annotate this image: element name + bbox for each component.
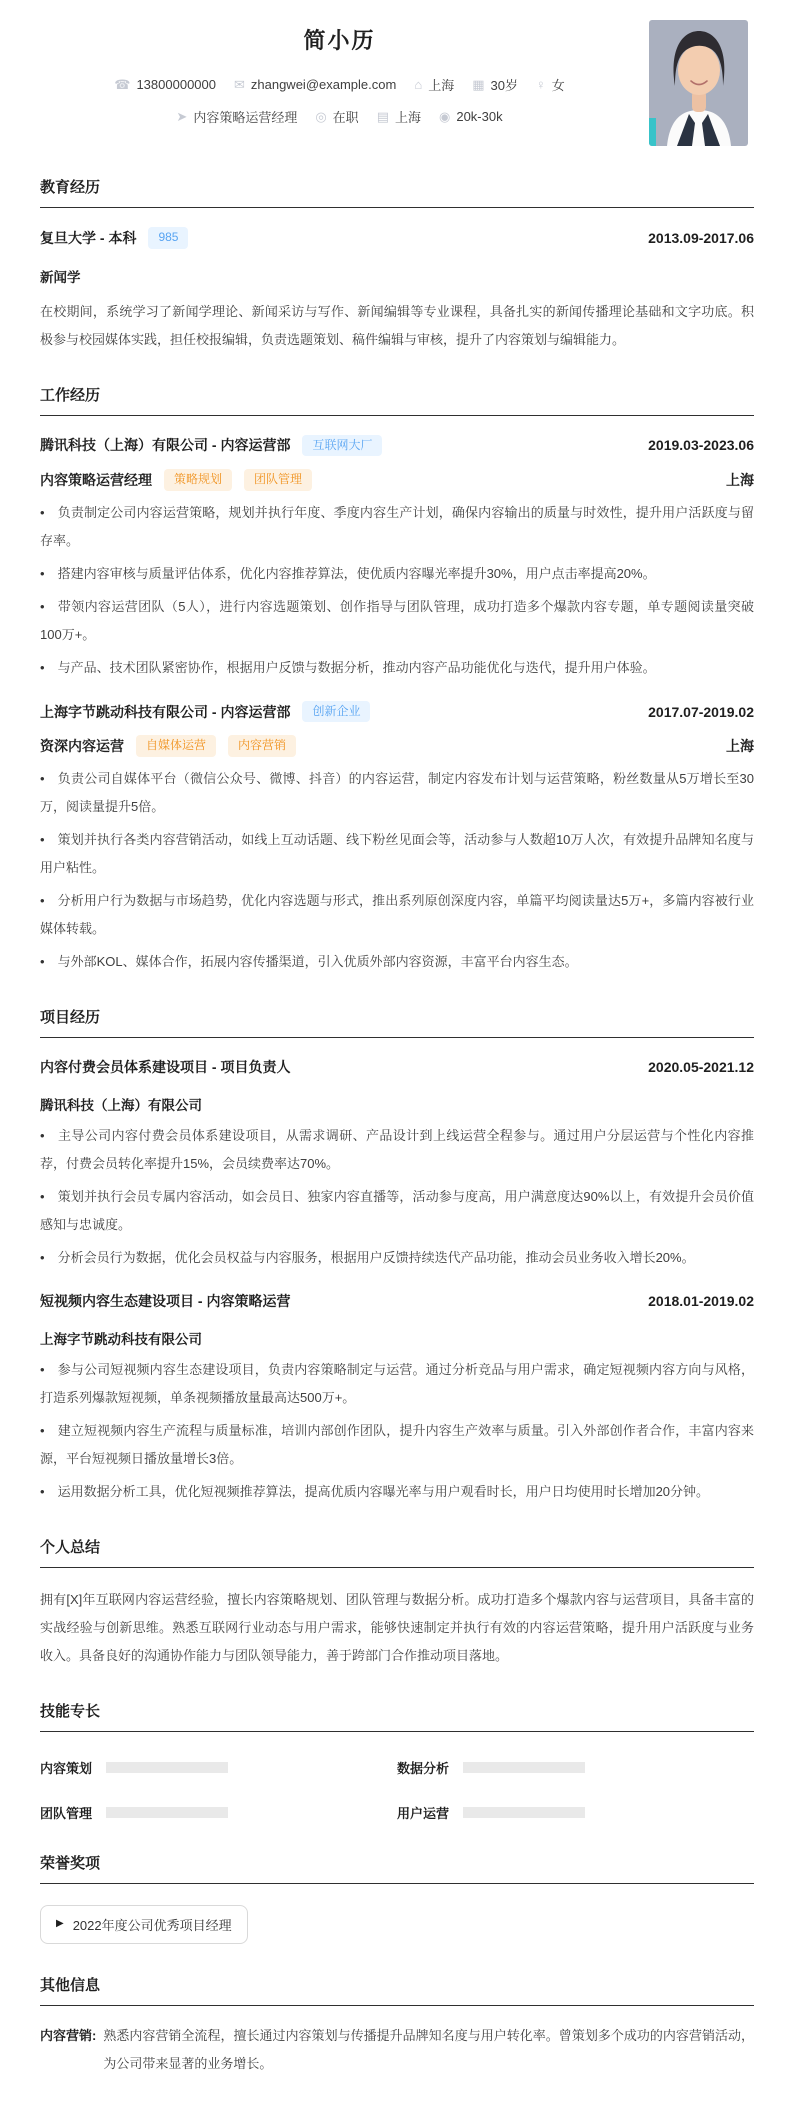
work-section-title: 工作经历 <box>40 384 754 416</box>
bullet-item <box>40 560 754 588</box>
company-name: 腾讯科技（上海）有限公司 - 内容运营部 <box>40 437 291 454</box>
project-company: 腾讯科技（上海）有限公司 <box>40 1097 202 1113</box>
bullet-text: 与外部KOL、媒体合作，拓展内容传播渠道，引入优质外部内容资源，丰富平台内容生态。 <box>57 953 578 969</box>
education-major: 新闻学 <box>40 269 81 285</box>
bullet-dot-icon: • <box>40 953 45 969</box>
work-entry-2-bullets <box>40 765 754 976</box>
skill-bar <box>106 1807 228 1818</box>
bullet-dot-icon: • <box>40 1249 45 1265</box>
bullet-text: 策划并执行各类内容营销活动，如线上互动话题、线下粉丝见面会等，活动参与人数超10万人次，有效提升品牌知名度与用户粘性。 <box>40 831 754 875</box>
skill-bar <box>463 1762 585 1773</box>
project-entry-1-date-range: 2020.05-2021.12 <box>648 1058 754 1075</box>
work-entry-2-company-row <box>40 701 754 723</box>
work-entry-1-role-left <box>40 469 312 491</box>
other-info-row <box>40 2022 754 2078</box>
section-projects <box>40 1006 754 1506</box>
bullet-text: 分析用户行为数据与市场趋势，优化内容选题与形式，推出系列原创深度内容，单篇平均阅读量达5万+，多篇内容被行业媒体转载。 <box>40 892 754 936</box>
job-skill-tag: 内容营销 <box>228 735 296 757</box>
other-info-label: 内容营销: <box>40 2027 97 2043</box>
bullet-item <box>40 1183 754 1239</box>
education-entry-left <box>40 227 188 249</box>
skills-grid <box>40 1758 754 1822</box>
bullet-text: 负责制定公司内容运营策略，规划并执行年度、季度内容生产计划，确保内容输出的质量与时效性，提升用户活跃度与留存率。 <box>40 504 754 548</box>
skill-item-data-analysis <box>397 1758 754 1777</box>
bullet-dot-icon: • <box>40 1483 45 1499</box>
age-icon: ▦ <box>472 77 485 92</box>
section-work <box>40 384 754 976</box>
contact-salary-value: 20k-30k <box>456 109 503 124</box>
salary-icon: ◉ <box>439 109 451 124</box>
section-other-info <box>40 1974 754 2078</box>
school-985-badge: 985 <box>148 227 188 249</box>
company-badge: 创新企业 <box>302 701 370 723</box>
bullet-item <box>40 826 754 882</box>
job-title: 资深内容运营 <box>40 738 124 755</box>
section-skills <box>40 1700 754 1822</box>
status-icon: ◎ <box>315 109 327 124</box>
resume-header <box>40 12 754 146</box>
profile-photo <box>649 20 748 146</box>
education-date-range: 2013.09-2017.06 <box>648 229 754 246</box>
project-entry-1 <box>40 1057 754 1272</box>
skill-name: 团队管理 <box>40 1805 93 1821</box>
work-entry-1-company-left <box>40 435 382 457</box>
bullet-text: 负责公司自媒体平台（微信公众号、微博、抖音）的内容运营，制定内容发布计划与运营策略，粉丝数量从5万增长至30万，阅读量提升5倍。 <box>40 770 754 814</box>
skill-item-user-operations <box>397 1803 754 1822</box>
position-icon: ➤ <box>176 109 188 124</box>
education-description: 在校期间，系统学习了新闻学理论、新闻采访与写作、新闻编辑等专业课程，具备扎实的新闻传播理论基础和文字功底。积极参与校园媒体实践，担任校报编辑，负责选题策划、稿件编辑与审核，提升了内容策划与编辑能力。 <box>40 303 754 347</box>
skill-item-team-management <box>40 1803 397 1822</box>
contact-item-age <box>472 75 518 94</box>
bullet-text: 带领内容运营团队（5人），进行内容选题策划、创作指导与团队管理，成功打造多个爆款内容专题，单专题阅读量突破100万+。 <box>40 598 754 642</box>
bullet-item <box>40 765 754 821</box>
contact-item-home-city <box>414 75 454 94</box>
work-entry-1-location: 上海 <box>726 471 754 488</box>
bullet-dot-icon: • <box>40 504 45 520</box>
bullet-item <box>40 887 754 943</box>
summary-section-title: 个人总结 <box>40 1536 754 1568</box>
company-badge: 互联网大厂 <box>302 435 382 457</box>
contact-phone-value: 13800000000 <box>136 77 216 92</box>
bullet-text: 与产品、技术团队紧密协作，根据用户反馈与数据分析，推动内容产品功能优化与迭代，提升用户体验。 <box>57 659 656 675</box>
work-entry-2-role-left <box>40 735 296 757</box>
bullet-item <box>40 1122 754 1178</box>
bullet-item <box>40 1417 754 1473</box>
bullet-item <box>40 1478 754 1506</box>
header-text-block <box>40 12 639 139</box>
skill-name: 用户运营 <box>397 1805 450 1821</box>
section-education <box>40 176 754 354</box>
other-info-text: 熟悉内容营销全流程，擅长通过内容策划与传播提升品牌知名度与用户转化率。曾策划多个成功的内容营销活动，为公司带来显著的业务增长。 <box>103 2027 754 2071</box>
bullet-text: 建立短视频内容生产流程与质量标准，培训内部创作团队，提升内容生产效率与质量。引入外部创作者合作，丰富内容来源，平台短视频日播放量增长3倍。 <box>40 1422 754 1466</box>
project-entry-1-bullets <box>40 1122 754 1272</box>
project-company: 上海字节跳动科技有限公司 <box>40 1331 202 1347</box>
bullet-dot-icon: • <box>40 1127 45 1143</box>
contact-item-work-city <box>377 107 421 126</box>
bullet-dot-icon: • <box>40 1361 45 1377</box>
projects-section-title: 项目经历 <box>40 1006 754 1038</box>
project-entry-2-header <box>40 1291 754 1311</box>
section-honors <box>40 1852 754 1944</box>
work-entry-1-company-row <box>40 435 754 457</box>
skill-name: 内容策划 <box>40 1760 93 1776</box>
contact-item-gender <box>536 75 565 94</box>
work-entry-2-location: 上海 <box>726 738 754 755</box>
bullet-dot-icon: • <box>40 598 45 614</box>
expand-triangle-icon: ▶ <box>56 1918 64 1930</box>
contact-row-2 <box>40 107 639 126</box>
job-skill-tag: 自媒体运营 <box>136 735 216 757</box>
email-icon: ✉ <box>233 77 245 92</box>
bullet-text: 主导公司内容付费会员体系建设项目，从需求调研、产品设计到上线运营全程参与。通过用户分层运营与个性化内容推荐，付费会员转化率提升15%，会员续费率达70%。 <box>40 1127 754 1171</box>
work-entry-1-role-row <box>40 469 754 491</box>
bullet-text: 参与公司短视频内容生态建设项目，负责内容策略制定与运营。通过分析竞品与用户需求，确定短视频内容方向与风格，打造系列爆款短视频，单条视频播放量最高达500万+。 <box>40 1361 754 1405</box>
gender-icon: ♀ <box>535 77 546 92</box>
contact-item-phone <box>114 77 216 92</box>
project-entry-1-header <box>40 1057 754 1077</box>
bullet-text: 策划并执行会员专属内容活动，如会员日、独家内容直播等，活动参与度高，用户满意度达90%以上，有效提升会员价值感知与忠诚度。 <box>40 1188 754 1232</box>
summary-text: 拥有[X]年互联网内容运营经验，擅长内容策略规划、团队管理与数据分析。成功打造多个爆款内容与运营项目，具备丰富的实战经验与创新思维。熟悉互联网行业动态与用户需求，能够快速制定并执行有效的内容运营策略，提升用户活跃度与业务收入。具备良好的沟通协作能力与团队领导能力，善于跨部门合作推动项目落地。 <box>40 1591 754 1663</box>
bullet-text: 分析会员行为数据，优化会员权益与内容服务，根据用户反馈持续迭代产品功能，推动会员业务收入增长20%。 <box>57 1249 695 1265</box>
project-entry-2 <box>40 1291 754 1506</box>
bullet-dot-icon: • <box>40 770 45 786</box>
work-entry-2-role-row <box>40 735 754 757</box>
skill-bar <box>463 1807 585 1818</box>
project-entry-2-bullets <box>40 1356 754 1506</box>
contact-item-job-status <box>315 107 358 126</box>
honor-expander-pill[interactable] <box>40 1905 248 1944</box>
bullet-dot-icon: • <box>40 565 45 581</box>
other-section-title: 其他信息 <box>40 1974 754 2006</box>
contact-item-email <box>234 77 396 92</box>
honor-text: 2022年度公司优秀项目经理 <box>72 1917 232 1933</box>
contact-age-value: 30岁 <box>490 78 518 93</box>
contact-email-value: zhangwei@example.com <box>250 77 397 92</box>
bullet-item <box>40 948 754 976</box>
work-entry-2-date-range: 2017.07-2019.02 <box>648 703 754 720</box>
honors-section-title: 荣誉奖项 <box>40 1852 754 1884</box>
bullet-text: 搭建内容审核与质量评估体系，优化内容推荐算法，使优质内容曝光率提升30%，用户点击率提高20%。 <box>57 565 656 581</box>
job-skill-tag: 团队管理 <box>244 469 312 491</box>
section-summary <box>40 1536 754 1670</box>
bullet-dot-icon: • <box>40 1422 45 1438</box>
work-entry-1 <box>40 435 754 682</box>
work-entry-2 <box>40 701 754 976</box>
bullet-dot-icon: • <box>40 831 45 847</box>
work-entry-1-date-range: 2019.03-2023.06 <box>648 437 754 454</box>
project-name: 短视频内容生态建设项目 - 内容策略运营 <box>40 1292 291 1309</box>
bullet-item <box>40 1244 754 1272</box>
contact-item-position <box>176 107 297 126</box>
bullet-dot-icon: • <box>40 659 45 675</box>
bullet-item <box>40 593 754 649</box>
phone-icon: ☎ <box>114 77 131 92</box>
education-entry-header <box>40 227 754 249</box>
skill-item-content-planning <box>40 1758 397 1777</box>
skill-name: 数据分析 <box>397 1760 450 1776</box>
project-name: 内容付费会员体系建设项目 - 项目负责人 <box>40 1058 291 1075</box>
school-name: 复旦大学 - 本科 <box>40 229 137 246</box>
bullet-dot-icon: • <box>40 1188 45 1204</box>
skill-bar <box>106 1762 228 1773</box>
city-icon: ▤ <box>376 109 389 124</box>
home-icon: ⌂ <box>414 77 423 92</box>
job-title: 内容策略运营经理 <box>40 471 152 488</box>
contact-work-city-value: 上海 <box>394 110 421 125</box>
bullet-text: 运用数据分析工具，优化短视频推荐算法，提高优质内容曝光率与用户观看时长，用户日均使用时长增加20分钟。 <box>57 1483 710 1499</box>
work-entry-2-company-left <box>40 701 370 723</box>
education-section-title: 教育经历 <box>40 176 754 208</box>
resume-name: 简小历 <box>303 28 376 53</box>
contact-home-city-value: 上海 <box>428 78 455 93</box>
work-entry-1-bullets <box>40 499 754 682</box>
contact-gender-value: 女 <box>551 78 565 93</box>
project-entry-2-date-range: 2018.01-2019.02 <box>648 1292 754 1309</box>
bullet-item <box>40 654 754 682</box>
bullet-item <box>40 499 754 555</box>
job-skill-tag: 策略规划 <box>164 469 232 491</box>
contact-item-salary <box>439 109 503 124</box>
skills-section-title: 技能专长 <box>40 1700 754 1732</box>
bullet-item <box>40 1356 754 1412</box>
company-name: 上海字节跳动科技有限公司 - 内容运营部 <box>40 703 291 720</box>
bullet-dot-icon: • <box>40 892 45 908</box>
contact-job-status-value: 在职 <box>332 110 359 125</box>
contact-row-1 <box>40 75 639 94</box>
contact-position-value: 内容策略运营经理 <box>193 110 298 125</box>
